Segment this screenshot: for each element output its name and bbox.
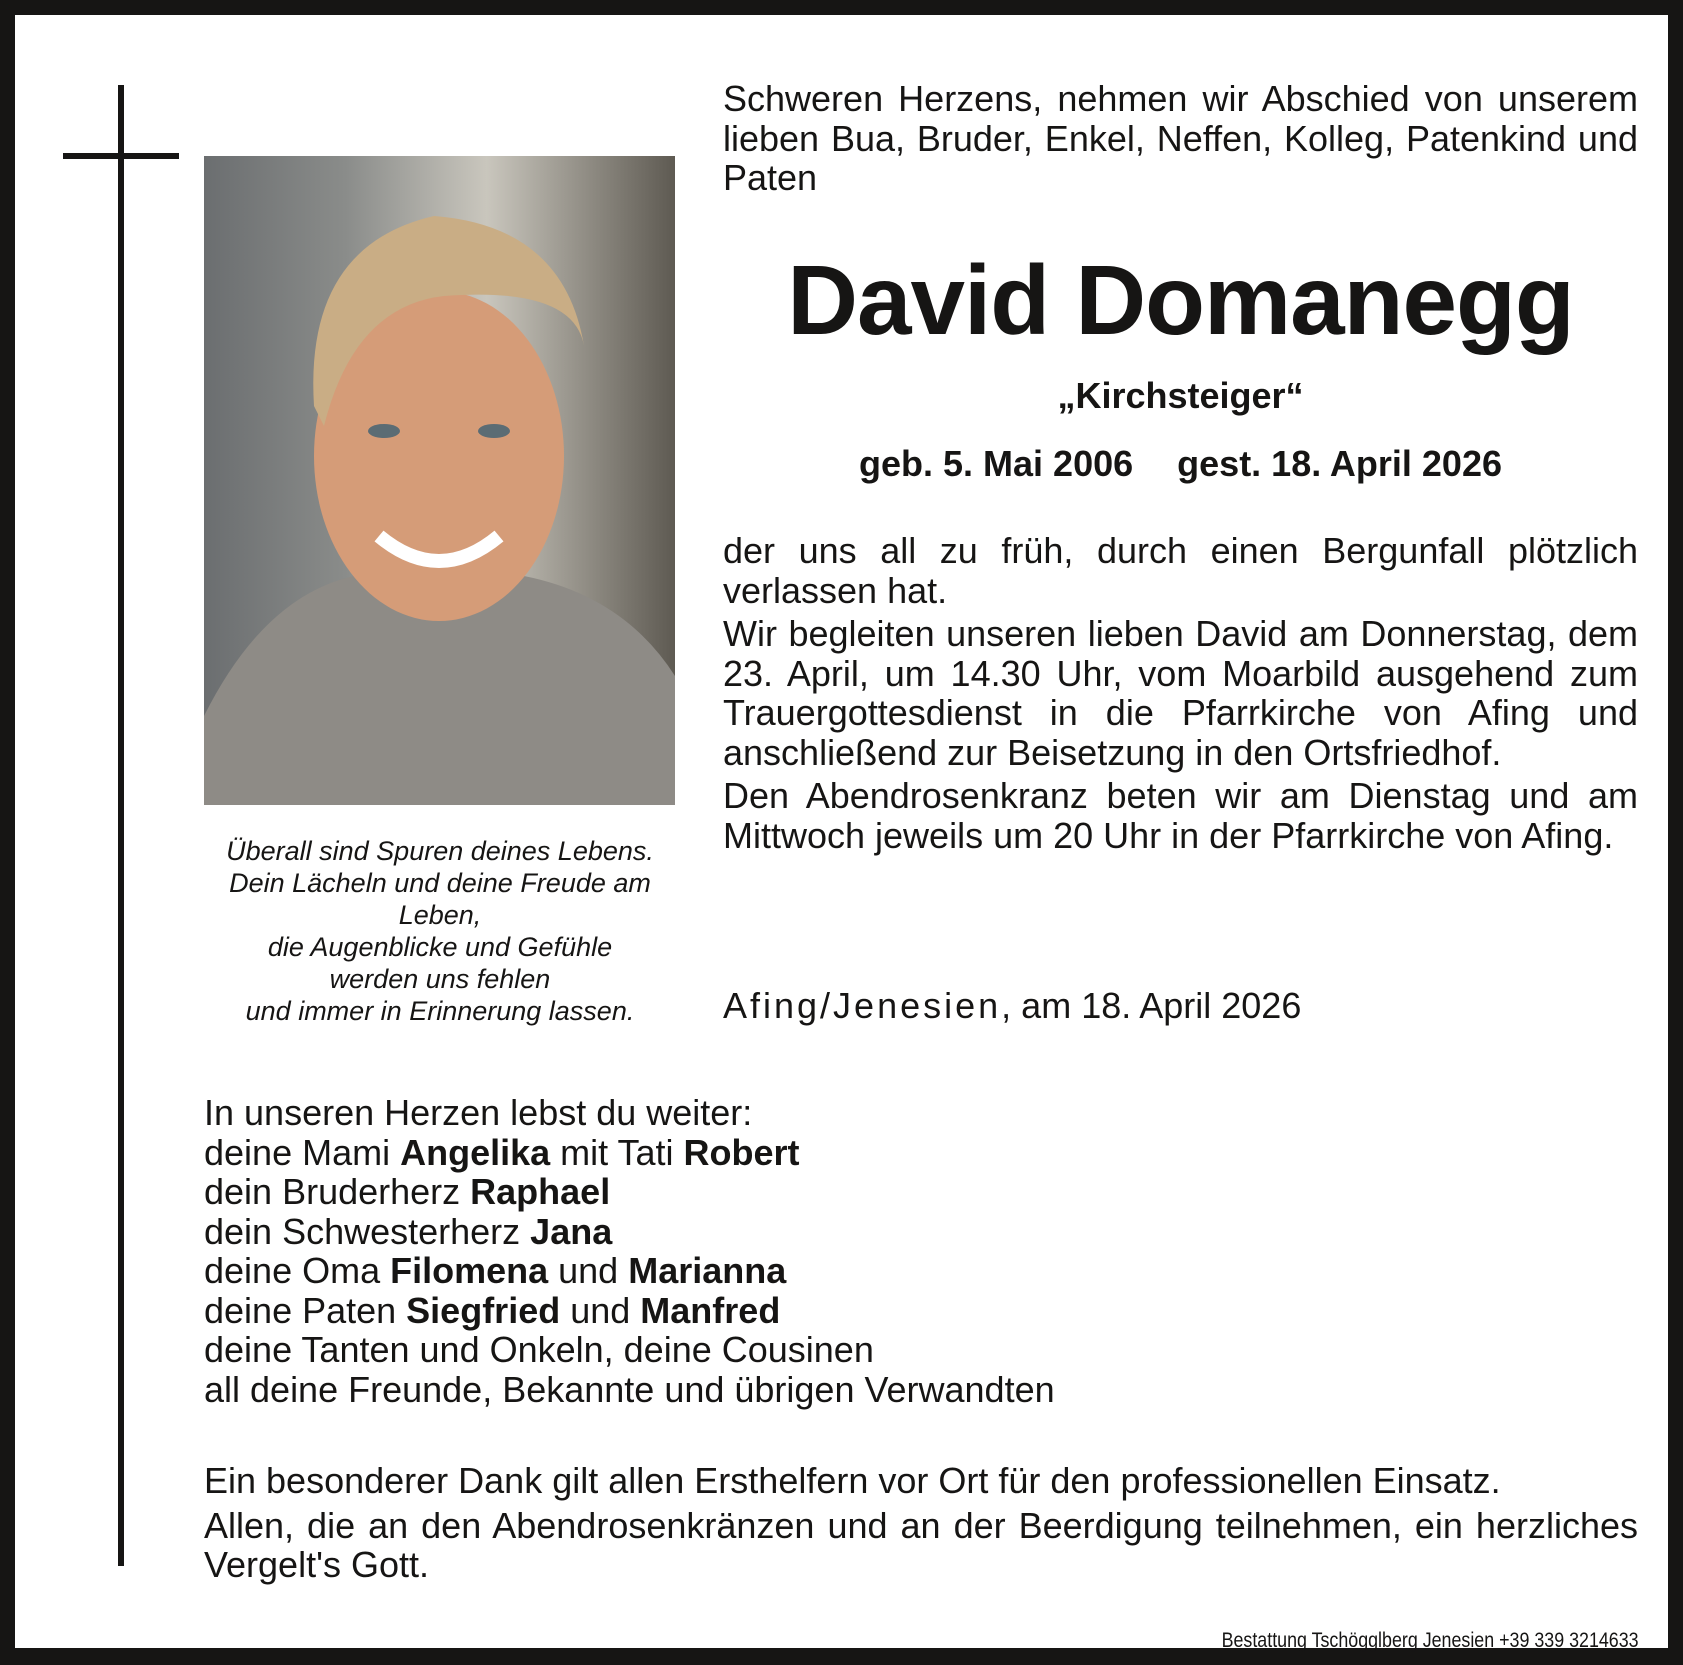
cross-icon-bar (63, 153, 179, 159)
family-heading: In unseren Herzen lebst du weiter: (204, 1092, 753, 1133)
relation: dein Schwesterherz (204, 1210, 531, 1252)
verse-line: Überall sind Spuren deines Lebens. (226, 836, 654, 866)
family-line: deine Tanten und Onkeln, deine Cousinen (204, 1329, 874, 1370)
verse-line: und immer in Erinnerung lassen. (245, 996, 635, 1026)
family-name: Marianna (628, 1250, 787, 1291)
family-name: Jana (530, 1210, 613, 1252)
nickname: „Kirchsteiger“ (1057, 375, 1304, 416)
family-name: Siegfried (406, 1289, 561, 1331)
intro-text: Schweren Herzens, nehmen wir Abschied von unserem lieben Bua, Bruder, Enkel, Neffen, Kolleg, Patenkind und Paten (723, 78, 1638, 198)
family-line (204, 1291, 1055, 1331)
place-date (723, 985, 1301, 1027)
funeral-home-footer: Bestattung Tschögglberg Jenesien +39 339 3214633 (1221, 1629, 1639, 1652)
cross-icon (118, 85, 124, 1566)
family-name: Angelika (400, 1131, 551, 1173)
relation: deine Paten (204, 1289, 407, 1331)
relation: deine Oma (204, 1250, 391, 1291)
verse-line: Leben, (398, 900, 482, 930)
paragraph: Den Abendrosenkranz beten wir am Dienstag und am Mittwoch jeweils um 20 Uhr in der Pfarrkirche von Afing. (723, 775, 1638, 856)
paragraph: der uns all zu früh, durch einen Bergunfall plötzlich verlassen hat. (723, 530, 1638, 611)
place: Afing/Jenesien (723, 985, 1002, 1026)
relation: dein Bruderherz (204, 1171, 471, 1212)
family-line (204, 1172, 1055, 1212)
family-line (204, 1212, 1055, 1252)
birth-date: geb. 5. Mai 2006 (859, 443, 1134, 484)
memorial-verse (195, 835, 685, 1027)
relation: deine Mami (204, 1131, 401, 1173)
family-name: Manfred (640, 1289, 781, 1331)
verse-line: Dein Lächeln und deine Freude am (229, 868, 651, 898)
family-list (204, 1093, 1055, 1409)
verse-line: die Augenblicke und Gefühle (267, 932, 613, 962)
family-line (204, 1251, 1055, 1291)
family-name: Filomena (390, 1250, 549, 1291)
date: , am 18. April 2026 (1001, 985, 1302, 1026)
death-date: gest. 18. April 2026 (1177, 443, 1502, 484)
thanks-line: Allen, die an den Abendrosenkränzen und an der Beerdigung teilnehmen, ein herzliches Vergelt's Gott. (204, 1504, 1638, 1585)
verse-line: werden uns fehlen (329, 964, 551, 994)
deceased-name: David Domanegg (787, 245, 1574, 355)
family-line (204, 1133, 1055, 1173)
announcement-body (723, 531, 1638, 859)
family-line: all deine Freunde, Bekannte und übrigen Verwandten (204, 1368, 1055, 1410)
obituary-notice (15, 15, 1668, 1652)
relation: mit Tati (550, 1131, 684, 1173)
relation: und (560, 1289, 641, 1331)
portrait-photo (204, 156, 675, 805)
family-name: Raphael (470, 1171, 611, 1212)
family-name: Robert (683, 1131, 800, 1173)
life-dates (723, 443, 1638, 485)
thanks-section (204, 1461, 1638, 1590)
paragraph: Wir begleiten unseren lieben David am Donnerstag, dem 23. April, um 14.30 Uhr, vom Moarbild ausgehend zum Trauergottesdienst in die Pfarrkirche von Afing und anschließend zur Beisetzung in den Ortsfriedhof. (723, 613, 1638, 773)
thanks-line: Ein besonderer Dank gilt allen Ersthelfern vor Ort für den professionellen Einsatz. (204, 1460, 1501, 1501)
relation: und (548, 1250, 629, 1291)
